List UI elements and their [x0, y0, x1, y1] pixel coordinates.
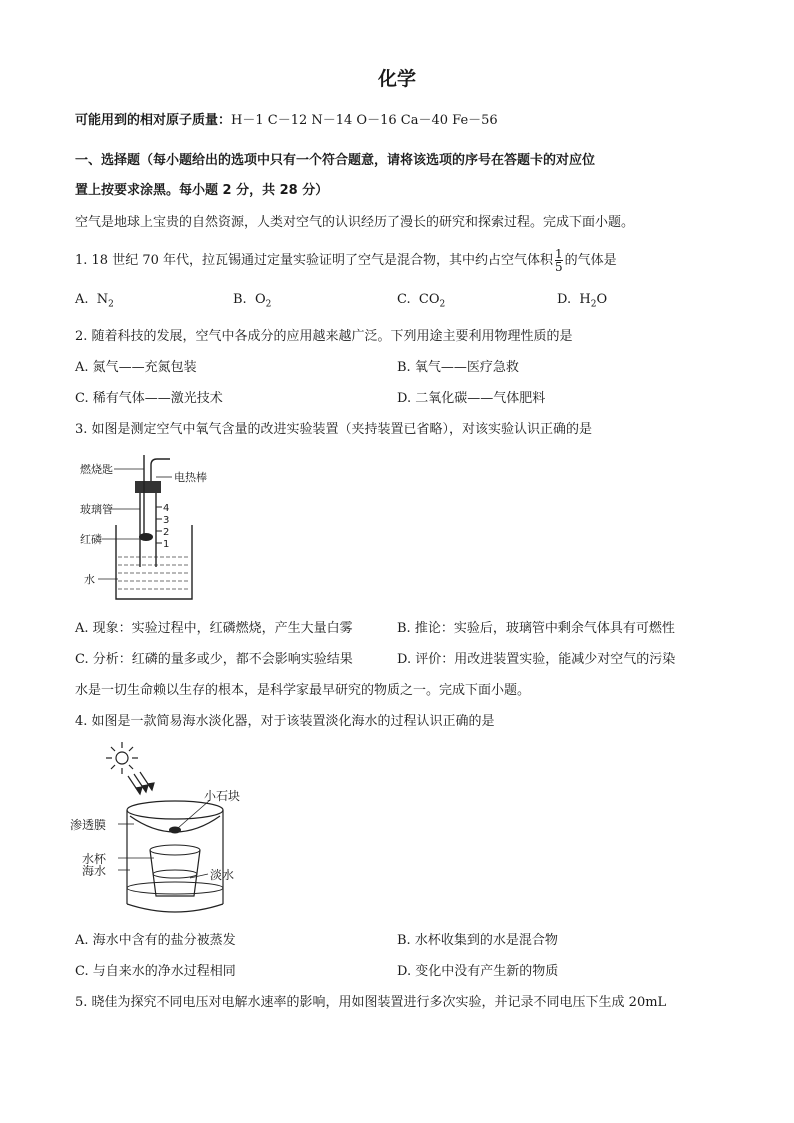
atomic-mass-values: H－1 C－12 N－14 O－16 Ca－40 Fe－56: [231, 113, 498, 128]
beaker: [116, 525, 192, 599]
water-cup: [150, 850, 200, 896]
q1-option-b[interactable]: [233, 291, 271, 314]
q3-option-d[interactable]: D. 评价：用改进装置实验，能减少对空气的污染: [397, 652, 676, 667]
q1-stem: [75, 248, 617, 273]
q1-option-c[interactable]: [397, 291, 445, 314]
q1-frac-den: 5: [555, 260, 563, 274]
small-stone: [169, 827, 181, 834]
section1-line1: 一、选择题（每小题给出的选项中只有一个符合题意，请将该选项的序号在答题卡的对应位: [75, 153, 596, 168]
label-water: 水: [84, 573, 95, 586]
q2-option-d[interactable]: D. 二氧化碳——气体肥料: [397, 391, 546, 406]
label-stone: 小石块: [204, 789, 241, 803]
q1-option-a[interactable]: [75, 291, 114, 314]
mark-1: 1: [163, 539, 170, 550]
mark-2: 2: [163, 527, 170, 538]
label-heater: 电热棒: [174, 471, 207, 484]
q4-option-c[interactable]: C. 与自来水的净水过程相同: [75, 964, 236, 979]
q3-stem: 3. 如图是测定空气中氧气含量的改进实验装置（夹持装置已省略），对该实验认识正确的是: [75, 422, 593, 437]
q4-option-d[interactable]: D. 变化中没有产生新的物质: [397, 964, 559, 979]
mark-4: 4: [163, 503, 170, 514]
q4-desalinator-figure: [70, 738, 270, 916]
q1-option-d[interactable]: [557, 291, 607, 314]
q2-stem: 2. 随着科技的发展，空气中各成分的应用越来越广泛。下列用途主要利用物理性质的是: [75, 329, 573, 344]
label-fresh-water: 淡水: [210, 868, 235, 882]
q5-stem: 5. 晓佳为探究不同电压对电解水速率的影响，用如图装置进行多次实验，并记录不同电压下生成 20mL: [75, 995, 667, 1010]
mark-3: 3: [163, 515, 170, 526]
cylinder-top: [127, 801, 223, 819]
scale-ticks: [156, 507, 162, 543]
page-title: 化学: [377, 68, 416, 90]
sun-icon: [106, 742, 138, 774]
q1-option-b-sub: 2: [265, 299, 272, 310]
q1-option-d-formula: H: [579, 292, 591, 307]
label-glass-tube: 玻璃管: [80, 503, 113, 516]
q2-option-a[interactable]: A. 氮气——充氮包装: [75, 360, 197, 375]
glass-tube: [140, 485, 156, 567]
water-lines: [118, 557, 190, 589]
q1-option-d-label: D.: [557, 292, 572, 307]
label-membrane: 渗透膜: [70, 818, 107, 832]
heater-rod: [151, 459, 170, 481]
sunlight-arrows: [128, 772, 154, 794]
q1-frac-num: 1: [555, 247, 563, 261]
q1-option-c-sub: 2: [439, 299, 446, 310]
q3-option-c[interactable]: C. 分析：红磷的量多或少，都不会影响实验结果: [75, 652, 353, 667]
q4-stem: 4. 如图是一款简易海水淡化器，对于该装置淡化海水的过程认识正确的是: [75, 714, 495, 729]
intro-water: 水是一切生命赖以生存的根本，是科学家最早研究的物质之一。完成下面小题。: [75, 683, 531, 698]
label-burn-spoon: 燃烧匙: [80, 463, 113, 476]
q1-option-c-label: C.: [397, 292, 411, 307]
atomic-mass-label: 可能用到的相对原子质量：: [75, 113, 232, 128]
q1-option-d-sub: 2: [590, 299, 597, 310]
q1-option-c-formula: CO: [418, 292, 440, 307]
cylinder-bottom: [127, 904, 223, 912]
q2-option-b[interactable]: B. 氧气——医疗急救: [397, 360, 519, 375]
q1-option-a-formula: N: [96, 292, 109, 307]
q4-leader-lines: [118, 800, 210, 878]
sea-water-level: [127, 882, 223, 894]
q4-option-b[interactable]: B. 水杯收集到的水是混合物: [397, 933, 558, 948]
q1-option-b-label: B.: [233, 292, 247, 307]
label-sea-water: 海水: [82, 864, 107, 878]
stopper: [135, 481, 161, 493]
q1-stem-before: 1. 18 世纪 70 年代，拉瓦锡通过定量实验证明了空气是混合物，其中约占空气体积: [75, 253, 554, 268]
atomic-mass-line: [75, 112, 498, 130]
intro-air: 空气是地球上宝贵的自然资源，人类对空气的认识经历了漫长的研究和探索过程。完成下面小题。: [75, 215, 635, 230]
q2-option-c[interactable]: C. 稀有气体——激光技术: [75, 391, 223, 406]
q3-option-b[interactable]: B. 推论：实验后，玻璃管中剩余气体具有可燃性: [397, 621, 675, 636]
label-phosphorus: 红磷: [80, 533, 102, 546]
q1-option-a-sub: 2: [108, 299, 114, 310]
section1-line2: 置上按要求涂黑。每小题 2 分，共 28 分）: [75, 183, 329, 198]
q4-option-a[interactable]: A. 海水中含有的盐分被蒸发: [75, 933, 236, 948]
label-cup: 水杯: [82, 852, 107, 866]
q3-option-a[interactable]: A. 现象：实验过程中，红磷燃烧，产生大量白雾: [75, 621, 353, 636]
red-phosphorus: [139, 533, 153, 541]
q1-stem-after: 的气体是: [564, 253, 617, 268]
q1-option-a-label: A.: [75, 292, 89, 307]
q1-option-d-tail: O: [596, 292, 608, 307]
q1-option-b-formula: O: [254, 292, 266, 307]
q3-apparatus-figure: [80, 455, 220, 603]
q1-fraction: [555, 248, 563, 273]
